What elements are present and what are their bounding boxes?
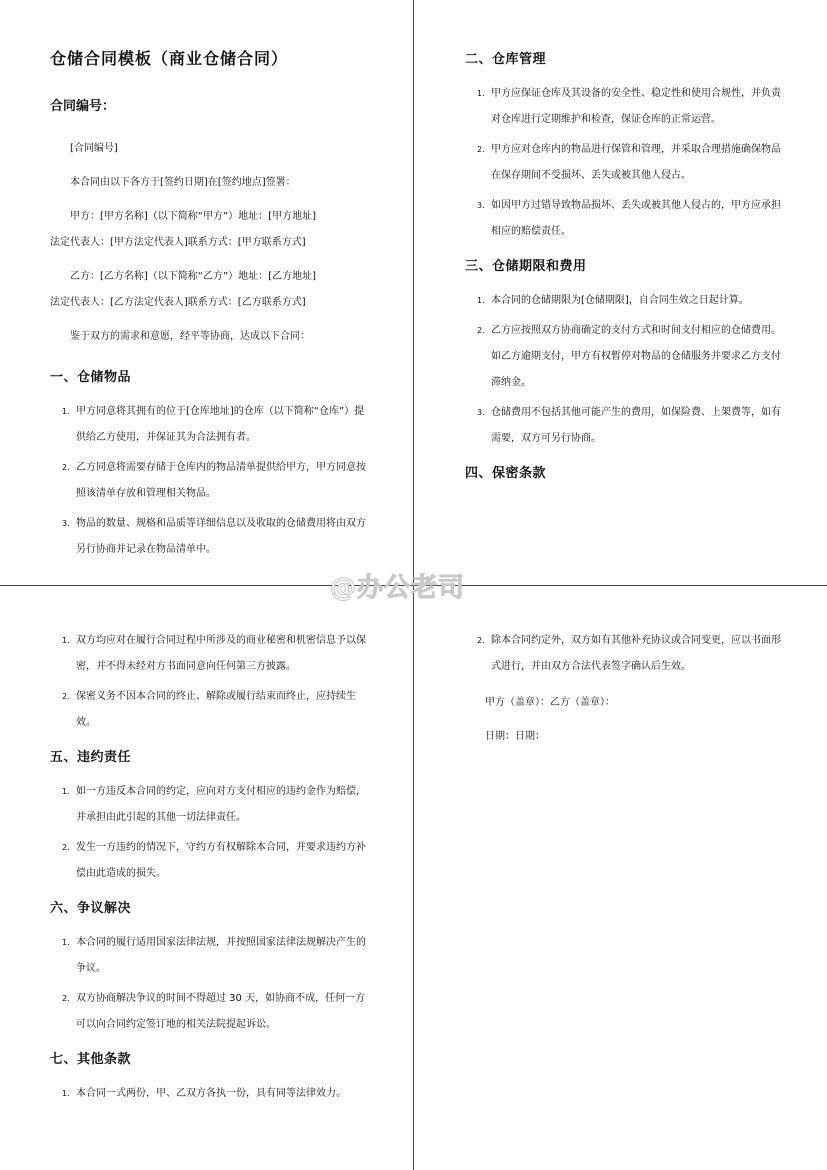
list-item (50, 628, 370, 680)
section-heading-2: 二、仓库管理 (465, 52, 547, 67)
item-text: 仓储费用不包括其他可能产生的费用，如保险费、上架费等，如有需要，双方可另行协商。 (491, 407, 781, 444)
item-number: 3. (477, 201, 485, 210)
item-text: 双方协商解决争议的时间不得超过 30 天，如协商不成，任何一方可以向合同约定签订地的相关法院提起诉讼。 (76, 993, 366, 1030)
page-top-left (50, 46, 370, 573)
item-text: 乙方应按照双方协商确定的支付方式和时间支付相应的仓储费用。如乙方逾期支付，甲方有权暂停对物品的仓储服务并要求乙方支付滞纳金。 (491, 325, 781, 388)
signature-line: 甲方（盖章）：乙方（盖章）： (485, 697, 615, 708)
item-text: 本合同一式两份，甲、乙双方各执一份，具有同等法律效力。 (76, 1088, 346, 1099)
list-item (50, 455, 370, 507)
list-item (50, 930, 370, 982)
list-item (50, 399, 370, 451)
item-text: 双方均应对在履行合同过程中所涉及的商业秘密和机密信息予以保密，并不得未经对方书面同意向任何第三方披露。 (76, 635, 366, 672)
item-text: 乙方同意将需要存储于仓库内的物品清单提供给甲方，甲方同意按照该清单存放和管理相关物品。 (76, 462, 366, 499)
item-text: 甲方应对仓库内的物品进行保管和管理，并采取合理措施确保物品在保存期间不受损坏、丢失或被其他人侵占。 (491, 144, 781, 181)
section-2-list (465, 81, 790, 245)
item-text: 如因甲方过错导致物品损坏、丢失或被其他人侵占的，甲方应承担相应的赔偿责任。 (491, 200, 781, 237)
item-text: 物品的数量、规格和品质等详细信息以及收取的仓储费用将由双方另行协商并记录在物品清单中。 (76, 518, 366, 555)
item-number: 1. (477, 89, 485, 98)
item-number: 2. (477, 326, 485, 335)
item-text: 发生一方违约的情况下，守约方有权解除本合同，并要求违约方补偿由此造成的损失。 (76, 842, 366, 879)
contract-number-value: [合同编号] (70, 143, 118, 154)
item-number: 1. (62, 407, 70, 416)
section-heading-5: 五、违约责任 (50, 750, 132, 765)
item-number: 1. (477, 296, 485, 305)
list-item (465, 288, 790, 314)
item-number: 3. (477, 408, 485, 417)
list-item (50, 511, 370, 563)
party-b-line2: 法定代表人：[乙方法定代表人]联系方式：[乙方联系方式] (50, 297, 306, 308)
section-heading-6: 六、争议解决 (50, 901, 132, 916)
party-a-line2: 法定代表人：[甲方法定代表人]联系方式：[甲方联系方式] (50, 237, 306, 248)
item-text: 甲方同意将其拥有的位于[仓库地址]的仓库（以下简称“仓库”）提供给乙方使用，并保证其为合法拥有者。 (76, 406, 365, 443)
section-4-list (50, 628, 370, 736)
item-text: 本合同的履行适用国家法律法规，并按照国家法律法规解决产生的争议。 (76, 937, 366, 974)
item-number: 2. (62, 994, 70, 1003)
intro-text: 本合同由以下各方于[签约日期]在[签约地点]签署： (70, 177, 296, 188)
list-item (465, 193, 790, 245)
item-text: 本合同的仓储期限为[仓储期限]，自合同生效之日起计算。 (491, 295, 749, 306)
date-line: 日期：日期： (485, 731, 545, 742)
item-number: 2. (477, 636, 485, 645)
section-6-list (50, 930, 370, 1038)
item-number: 3. (62, 519, 70, 528)
item-number: 2. (62, 463, 70, 472)
item-text: 甲方应保证仓库及其设备的安全性、稳定性和使用合规性，并负责对仓库进行定期维护和检查，保证仓库的正常运营。 (491, 88, 781, 125)
item-text: 如一方违反本合同的约定，应向对方支付相应的违约金作为赔偿，并承担由此引起的其他一切法律责任。 (76, 786, 366, 823)
document-title: 仓储合同模板（商业仓储合同） (50, 49, 289, 68)
list-item (50, 779, 370, 831)
list-item (50, 684, 370, 736)
page-bottom-right (465, 628, 790, 750)
list-item (465, 137, 790, 189)
list-item (465, 628, 790, 680)
party-a-line1: 甲方：[甲方名称]（以下简称“甲方”）地址：[甲方地址] (70, 211, 316, 222)
list-item (50, 1081, 370, 1107)
section-3-list (465, 288, 790, 452)
list-item (465, 318, 790, 396)
list-item (50, 986, 370, 1038)
item-text: 保密义务不因本合同的终止、解除或履行结束而终止，应持续生效。 (76, 691, 356, 728)
watermark: @办公老司 (330, 573, 466, 603)
item-number: 2. (477, 145, 485, 154)
section-7-list-continued (465, 628, 790, 680)
list-item (465, 81, 790, 133)
section-heading-4: 四、保密条款 (465, 466, 547, 481)
item-number: 1. (62, 938, 70, 947)
item-text: 除本合同约定外，双方如有其他补充协议或合同变更，应以书面形式进行，并由双方合法代表签字确认后生效。 (491, 635, 781, 672)
party-b-line1: 乙方：[乙方名称]（以下简称“乙方”）地址：[乙方地址] (70, 271, 316, 282)
section-7-list (50, 1081, 370, 1107)
section-heading-3: 三、仓储期限和费用 (465, 259, 587, 274)
list-item (465, 400, 790, 452)
section-heading-1: 一、仓储物品 (50, 370, 132, 385)
page-top-right (465, 46, 790, 495)
preamble-text: 鉴于双方的需求和意愿，经平等协商，达成以下合同： (70, 331, 310, 342)
item-number: 1. (62, 1089, 70, 1098)
item-number: 1. (62, 787, 70, 796)
section-heading-7: 七、其他条款 (50, 1052, 132, 1067)
item-number: 2. (62, 692, 70, 701)
contract-number-label: 合同编号： (50, 99, 116, 114)
item-number: 1. (62, 636, 70, 645)
section-1-list (50, 399, 370, 563)
page-bottom-left (50, 628, 370, 1117)
item-number: 2. (62, 843, 70, 852)
section-5-list (50, 779, 370, 887)
list-item (50, 835, 370, 887)
